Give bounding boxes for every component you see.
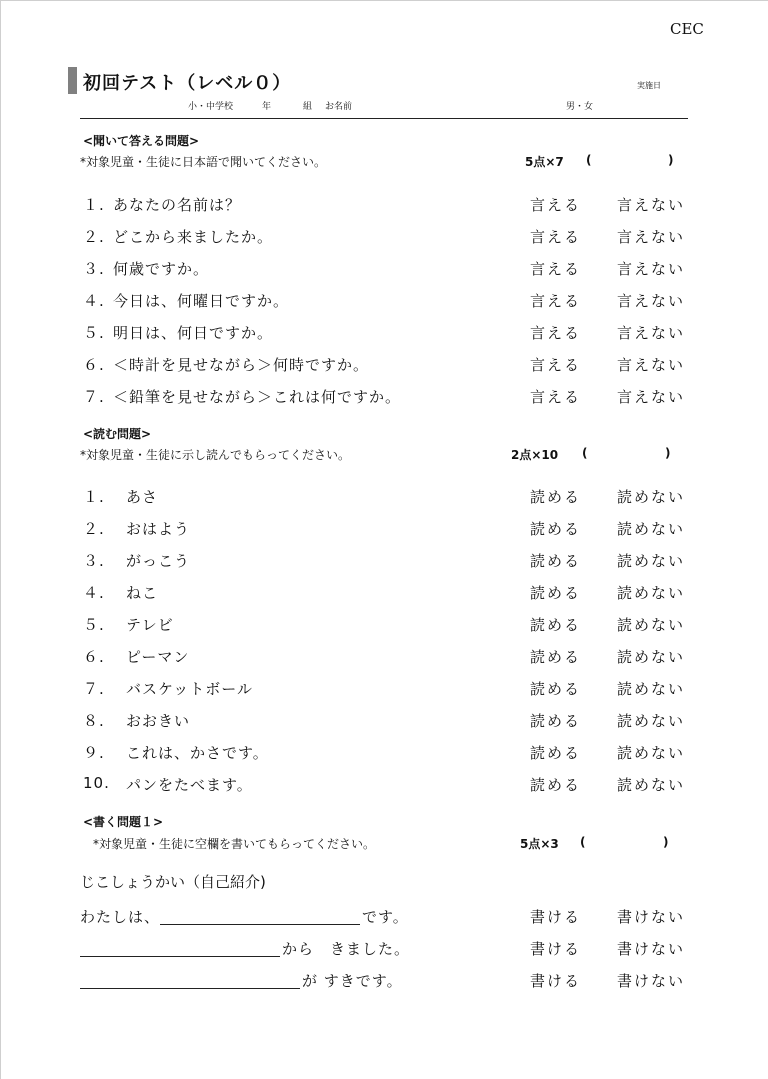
reading-item-text: おおきい [126,712,191,730]
listening-item-number: ４. [83,292,105,310]
listening-item-text: ＜時計を見せながら＞何時ですか。 [113,356,370,374]
reading-item-text: がっこう [126,552,191,570]
title-accent-bar [68,67,77,94]
listening-ng-option[interactable]: 言えない [617,292,686,310]
reading-ng-option[interactable]: 読めない [617,648,686,666]
writing-ng-2[interactable]: 書けない [617,940,686,958]
class-label: 組 [303,102,313,112]
listening-ok-option[interactable]: 言える [530,196,582,214]
reading-item-number: ４. [83,584,105,602]
reading-points: 2点×10 [511,448,559,462]
reading-item-text: おはよう [126,520,191,538]
listening-ok-option[interactable]: 言える [530,228,582,246]
writing-ng-3[interactable]: 書けない [617,972,686,990]
listening-item-text: 今日は、何曜日ですか。 [113,292,290,310]
reading-ok-option[interactable]: 読める [530,552,582,570]
org-label: CEC [670,20,704,38]
name-label: お名前 [325,102,353,112]
writing-score-open: ( [580,835,586,849]
writing-ok-1[interactable]: 書ける [530,908,582,926]
reading-ng-option[interactable]: 読めない [617,616,686,634]
listening-ok-option[interactable]: 言える [530,324,582,342]
reading-ok-option[interactable]: 読める [530,616,582,634]
listening-ng-option[interactable]: 言えない [617,324,686,342]
listening-ok-option[interactable]: 言える [530,388,582,406]
writing-line3-suffix: が すきです。 [302,972,403,990]
reading-item-text: ねこ [126,584,159,602]
listening-score-close: ) [668,153,674,167]
listening-item-number: ６. [83,356,105,374]
listening-ng-option[interactable]: 言えない [617,228,686,246]
listening-item-number: ５. [83,324,105,342]
reading-item-text: ピーマン [126,648,190,666]
reading-ng-option[interactable]: 読めない [617,776,686,794]
reading-item-text: パンをたべます。 [126,776,253,794]
listening-ng-option[interactable]: 言えない [617,356,686,374]
page-title: 初回テスト（レベル０） [83,73,292,94]
reading-instruction: *対象児童・生徒に示し読んでもらってください。 [80,448,351,462]
reading-ok-option[interactable]: 読める [530,488,582,506]
reading-ng-option[interactable]: 読めない [617,680,686,698]
listening-ng-option[interactable]: 言えない [617,260,686,278]
listening-item-text: 明日は、何日ですか。 [113,324,274,342]
reading-item-text: バスケットボール [126,680,253,698]
reading-ok-option[interactable]: 読める [530,520,582,538]
reading-item-text: テレビ [126,616,174,634]
reading-ng-option[interactable]: 読めない [617,712,686,730]
listening-ng-option[interactable]: 言えない [617,388,686,406]
reading-ok-option[interactable]: 読める [530,712,582,730]
reading-item-number: １. [83,488,105,506]
reading-ng-option[interactable]: 読めない [617,584,686,602]
listening-item-number: １. [83,196,105,214]
writing-score-close: ) [663,835,669,849]
reading-ng-option[interactable]: 読めない [617,520,686,538]
date-label: 実施日 [637,81,661,90]
reading-item-number: ９. [83,744,105,762]
writing-points: 5点×3 [520,837,559,851]
writing-topic: じこしょうかい（自己紹介) [80,873,266,891]
header-divider [80,118,688,119]
reading-ok-option[interactable]: 読める [530,680,582,698]
listening-item-number: ２. [83,228,105,246]
writing-blank-3[interactable] [80,988,300,989]
reading-ok-option[interactable]: 読める [530,776,582,794]
writing-ng-1[interactable]: 書けない [617,908,686,926]
listening-points: 5点×7 [525,155,564,169]
listening-item-number: ３. [83,260,105,278]
writing-line1-suffix: です。 [362,908,409,926]
page-border-left [0,0,1,1079]
reading-ok-option[interactable]: 読める [530,584,582,602]
listening-item-text: 何歳ですか。 [113,260,210,278]
listening-score-open: ( [586,153,592,167]
reading-ng-option[interactable]: 読めない [617,744,686,762]
reading-item-text: これは、かさです。 [126,744,269,762]
school-label: 小・中学校 [188,102,234,112]
writing-line1-prefix: わたしは、 [80,908,161,926]
reading-ng-option[interactable]: 読めない [617,552,686,570]
reading-score-close: ) [665,446,671,460]
reading-item-number: ６. [83,648,105,666]
reading-heading: <読む問題> [83,427,152,441]
reading-item-number: 10. [83,774,110,792]
listening-ok-option[interactable]: 言える [530,356,582,374]
listening-ok-option[interactable]: 言える [530,292,582,310]
reading-score-open: ( [582,446,588,460]
listening-item-number: ７. [83,388,105,406]
reading-ng-option[interactable]: 読めない [617,488,686,506]
reading-item-number: ２. [83,520,105,538]
reading-item-text: あさ [126,488,159,506]
listening-item-text: あなたの名前は？ [113,196,242,214]
gender-label: 男・女 [566,102,594,112]
page-border-top [0,0,768,1]
listening-ok-option[interactable]: 言える [530,260,582,278]
listening-heading: <聞いて答える問題> [83,134,200,148]
listening-item-text: どこから来ましたか。 [113,228,274,246]
reading-item-number: ８. [83,712,105,730]
writing-line2-suffix: から きました。 [282,940,411,958]
reading-item-number: ５. [83,616,105,634]
listening-instruction: *対象児童・生徒に日本語で聞いてください。 [80,155,327,169]
year-label: 年 [262,102,272,112]
writing-ok-3[interactable]: 書ける [530,972,582,990]
reading-ok-option[interactable]: 読める [530,744,582,762]
reading-item-number: ７. [83,680,105,698]
writing-heading: <書く問題１> [83,815,164,829]
writing-blank-1[interactable] [160,924,360,925]
reading-item-number: ３. [83,552,105,570]
writing-instruction: *対象児童・生徒に空欄を書いてもらってください。 [93,837,376,851]
listening-ng-option[interactable]: 言えない [617,196,686,214]
listening-item-text: ＜鉛筆を見せながら＞これは何ですか。 [113,388,402,406]
writing-blank-2[interactable] [80,956,280,957]
writing-ok-2[interactable]: 書ける [530,940,582,958]
reading-ok-option[interactable]: 読める [530,648,582,666]
